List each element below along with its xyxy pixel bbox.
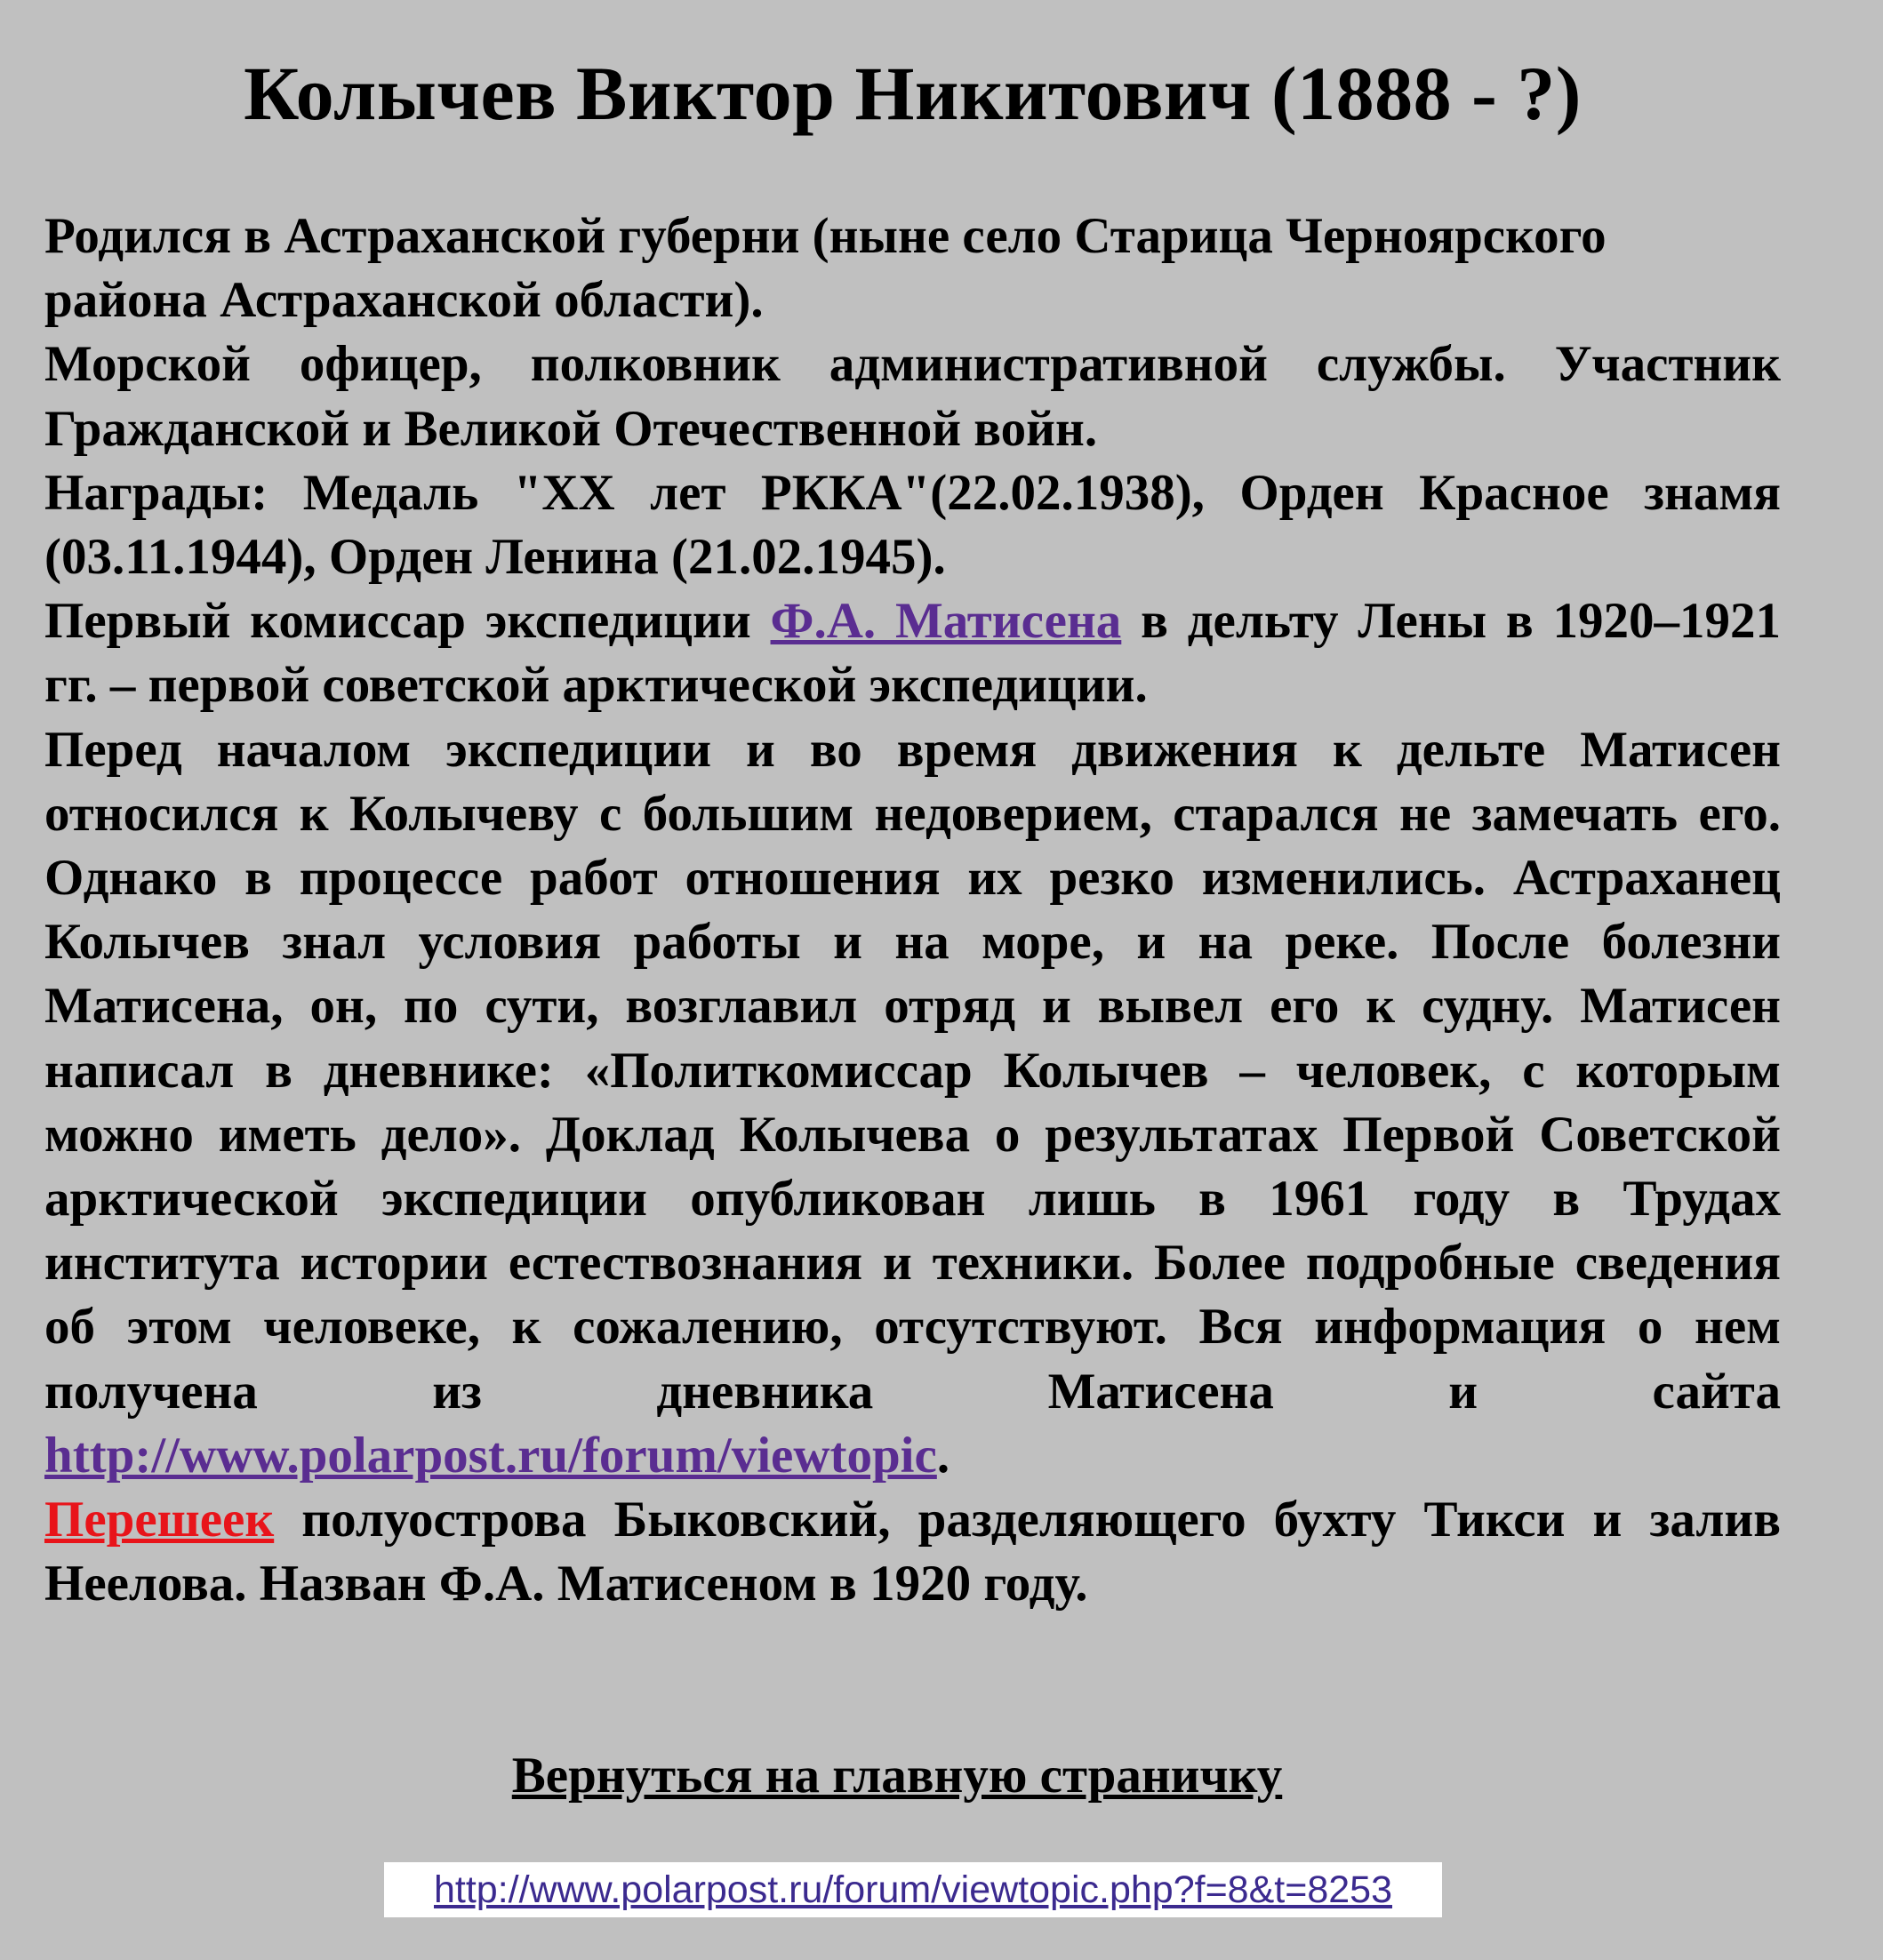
- paragraph-story: [44, 718, 1781, 1488]
- paragraph-commissar: [44, 589, 1781, 717]
- matisen-link[interactable]: Ф.А. Матисена: [770, 593, 1122, 650]
- biography-text: [44, 204, 1781, 1616]
- source-url-link[interactable]: http://www.polarpost.ru/forum/viewtopic.php?f=8&t=8253: [384, 1862, 1442, 1917]
- isthmus-text: полуострова Быковский, разделяющего бухту Тикси и залив Неелова. Назван Ф.А. Матисеном в 1920 году.: [44, 1492, 1781, 1612]
- polarpost-link[interactable]: http://www.polarpost.ru/forum/viewtopic: [44, 1427, 937, 1484]
- story-text: Перед началом экспедиции и во время движения к дельте Матисен относился к Колычеву с большим недоверием, старался не замечать его. Однако в процессе работ отношения их резко изменились. Астраханец Колычев знал условия работы и на море, и на реке. После болезни Матисена, он, по сути, возглавил отряд и вывел его к судну. Матисен написал в дневнике: «Политкомиссар Колычев – человек, с которым можно иметь дело». Доклад Колычева о результатах Первой Советской арктической экспедиции опубликован лишь в 1961 году в Трудах института истории естествознания и техники. Более подробные сведения об этом человеке, к сожалению, отсутствуют. Вся информация о нем получена из дневника Матисена и сайта: [44, 721, 1781, 1420]
- story-end: .: [936, 1427, 950, 1484]
- commissar-text-after: в дельту Лены в 1920–1921 гг. – первой советской арктической экспедиции.: [44, 593, 1782, 714]
- paragraph-isthmus: [44, 1488, 1781, 1616]
- paragraph-awards: Награды: Медаль "XX лет РККА"(22.02.1938), Орден Красное знамя (03.11.1944), Орден Ленина (21.02.1945).: [44, 464, 1781, 586]
- paragraph-officer: Морской офицер, полковник административной службы. Участник Гражданской и Великой Отечественной войн.: [44, 336, 1781, 457]
- commissar-text-before: Первый комиссар экспедиции: [44, 593, 771, 650]
- paragraph-born: Родился в Астраханской губерни (ныне село Старица Черноярского района Астраханской области).: [44, 208, 1607, 329]
- page-title: Колычев Виктор Никитович (1888 - ?): [244, 51, 1582, 136]
- back-to-home-link[interactable]: Вернуться на главную страничку: [511, 1748, 1283, 1804]
- isthmus-link[interactable]: Перешеек: [44, 1492, 275, 1548]
